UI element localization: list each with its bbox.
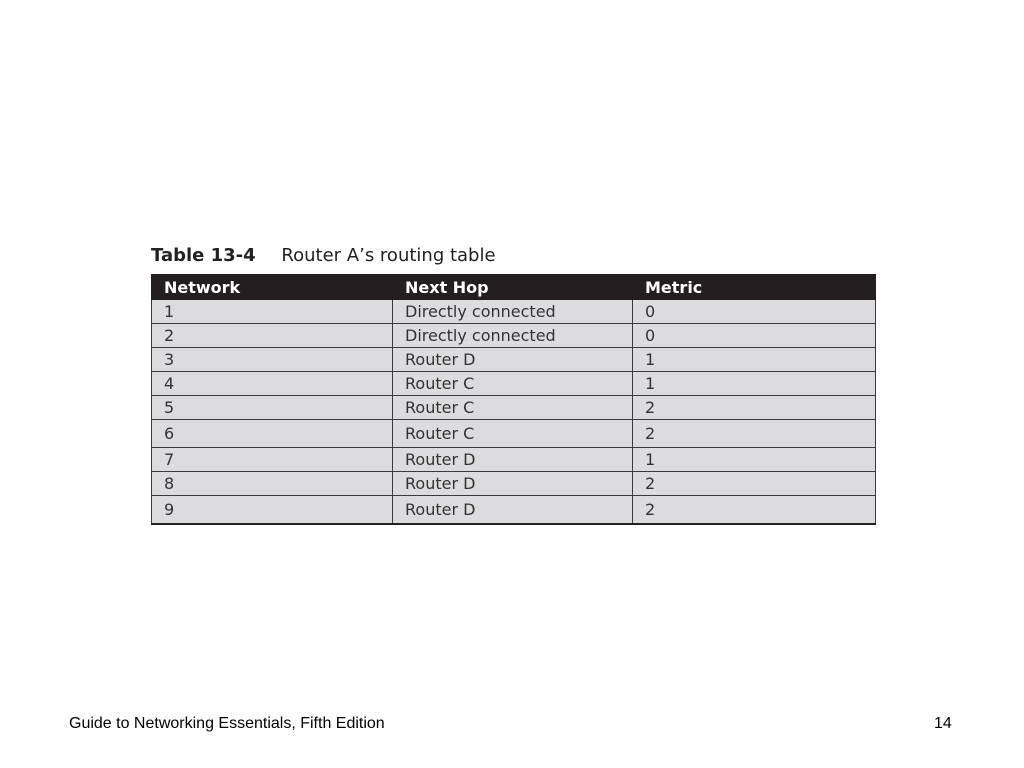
network-cell: 6 (152, 420, 393, 448)
network-cell: 7 (152, 448, 393, 472)
table-row (152, 396, 876, 420)
next-hop-cell: Router D (393, 348, 633, 372)
metric-cell: 1 (633, 348, 876, 372)
next-hop-cell: Router C (393, 372, 633, 396)
table-row (152, 348, 876, 372)
table-row (152, 420, 876, 448)
metric-cell: 2 (633, 472, 876, 496)
footer-book-title: Guide to Networking Essentials, Fifth Edition (69, 715, 385, 732)
next-hop-cell: Router D (393, 472, 633, 496)
metric-cell: 0 (633, 300, 876, 324)
next-hop-cell: Router C (393, 420, 633, 448)
network-cell: 2 (152, 324, 393, 348)
table-caption-number: Table 13-4 (151, 245, 256, 266)
next-hop-cell: Router C (393, 396, 633, 420)
table-header-row (152, 275, 876, 300)
network-cell: 8 (152, 472, 393, 496)
metric-cell: 2 (633, 496, 876, 525)
next-hop-cell: Directly connected (393, 324, 633, 348)
next-hop-cell: Directly connected (393, 300, 633, 324)
network-cell: 5 (152, 396, 393, 420)
metric-cell: 0 (633, 324, 876, 348)
network-cell: 4 (152, 372, 393, 396)
next-hop-cell: Router D (393, 496, 633, 525)
table-row (152, 372, 876, 396)
table-row (152, 496, 876, 525)
table-row (152, 472, 876, 496)
metric-cell: 1 (633, 372, 876, 396)
table-row (152, 300, 876, 324)
metric-cell: 2 (633, 396, 876, 420)
table-caption-title: Router A’s routing table (281, 245, 496, 266)
page-number: 14 (934, 715, 952, 732)
column-header-next-hop: Next Hop (393, 275, 633, 300)
column-header-metric: Metric (633, 275, 876, 300)
metric-cell: 1 (633, 448, 876, 472)
table-row (152, 324, 876, 348)
table-row (152, 448, 876, 472)
table-caption (151, 245, 496, 266)
metric-cell: 2 (633, 420, 876, 448)
column-header-network: Network (152, 275, 393, 300)
next-hop-cell: Router D (393, 448, 633, 472)
routing-table (151, 274, 876, 525)
network-cell: 1 (152, 300, 393, 324)
network-cell: 9 (152, 496, 393, 525)
network-cell: 3 (152, 348, 393, 372)
